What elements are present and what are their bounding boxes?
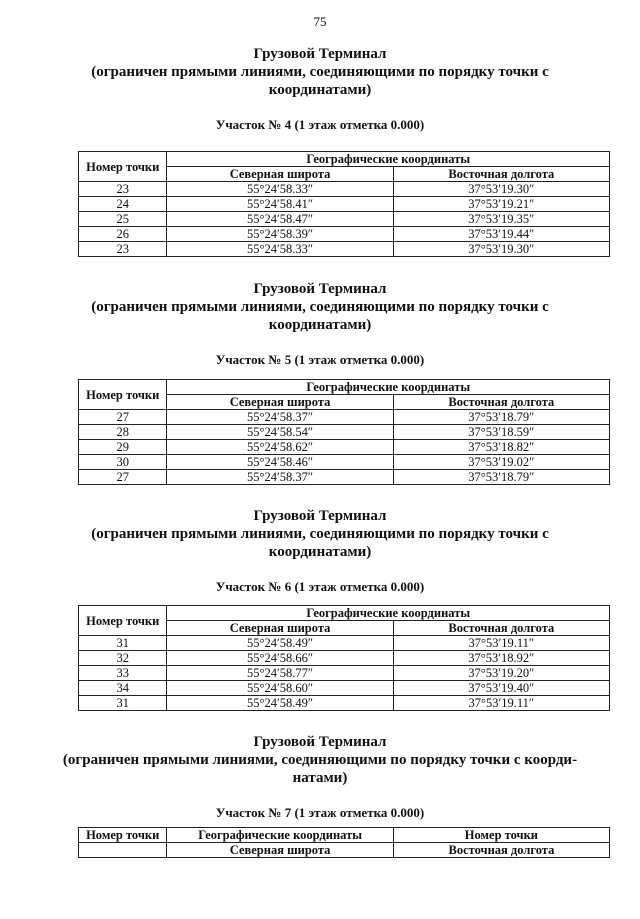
section-title: Грузовой Терминал — [253, 281, 387, 297]
longitude: 37°53′19.11″ — [393, 696, 609, 711]
section-plot-7 — [0, 733, 640, 821]
point-number: 23 — [79, 242, 167, 257]
header-latitude: Северная широта — [167, 395, 393, 410]
table-row — [79, 636, 610, 651]
point-number: 28 — [79, 425, 167, 440]
longitude: 37°53′19.44″ — [393, 227, 609, 242]
point-number: 26 — [79, 227, 167, 242]
header-geo-coordinates: Географические координаты — [167, 380, 610, 395]
point-number: 33 — [79, 666, 167, 681]
section-plot-5 — [0, 280, 640, 368]
longitude: 37°53′18.79″ — [393, 410, 609, 425]
longitude: 37°53′18.59″ — [393, 425, 609, 440]
header-geo-coordinates: Географические координаты — [167, 828, 393, 843]
table-row — [79, 651, 610, 666]
table-row — [79, 212, 610, 227]
header-latitude: Северная широта — [167, 167, 393, 182]
table-row — [79, 227, 610, 242]
longitude: 37°53′19.20″ — [393, 666, 609, 681]
plot-caption: Участок № 5 (1 этаж отметка 0.000) — [215, 352, 425, 367]
coordinates-table — [78, 827, 610, 858]
table-row — [79, 470, 610, 485]
header-point-number: Номер точки — [79, 380, 167, 410]
point-number: 34 — [79, 681, 167, 696]
latitude: 55°24′58.77″ — [167, 666, 393, 681]
latitude: 55°24′58.46″ — [167, 455, 393, 470]
table-row — [79, 197, 610, 212]
latitude: 55°24′58.41″ — [167, 197, 393, 212]
header-geo-coordinates: Географические координаты — [167, 606, 610, 621]
point-number: 30 — [79, 455, 167, 470]
header-empty-cell — [79, 843, 167, 858]
coordinates-table — [78, 379, 610, 485]
table-row — [79, 666, 610, 681]
table-row — [79, 696, 610, 711]
section-plot-6 — [0, 507, 640, 595]
section-title: Грузовой Терминал — [253, 734, 387, 750]
longitude: 37°53′19.11″ — [393, 636, 609, 651]
point-number: 27 — [79, 470, 167, 485]
section-subtitle: (ограничен прямыми линиями, соединяющими по порядку точки с координатами) — [91, 64, 549, 98]
header-point-number: Номер точки — [79, 152, 167, 182]
header-longitude: Восточная долгота — [393, 167, 609, 182]
longitude: 37°53′19.40″ — [393, 681, 609, 696]
latitude: 55°24′58.39″ — [167, 227, 393, 242]
point-number: 25 — [79, 212, 167, 227]
latitude: 55°24′58.49″ — [167, 636, 393, 651]
header-latitude: Северная широта — [167, 621, 393, 636]
point-number: 29 — [79, 440, 167, 455]
header-point-number-2: Номер точки — [393, 828, 609, 843]
header-latitude: Северная широта — [167, 843, 393, 858]
plot-caption: Участок № 7 (1 этаж отметка 0.000) — [215, 805, 425, 820]
point-number: 24 — [79, 197, 167, 212]
latitude: 55°24′58.33″ — [167, 182, 393, 197]
table-row — [79, 425, 610, 440]
coordinates-table — [78, 151, 610, 257]
table-row — [79, 242, 610, 257]
header-geo-coordinates: Географические координаты — [167, 152, 610, 167]
section-subtitle: (ограничен прямыми линиями, соединяющими по порядку точки с координатами) — [91, 526, 549, 560]
latitude: 55°24′58.62″ — [167, 440, 393, 455]
latitude: 55°24′58.33″ — [167, 242, 393, 257]
point-number: 32 — [79, 651, 167, 666]
point-number: 27 — [79, 410, 167, 425]
latitude: 55°24′58.60″ — [167, 681, 393, 696]
plot-caption: Участок № 4 (1 этаж отметка 0.000) — [215, 117, 425, 132]
longitude: 37°53′18.92″ — [393, 651, 609, 666]
longitude: 37°53′18.82″ — [393, 440, 609, 455]
section-title: Грузовой Терминал — [253, 46, 387, 62]
point-number: 31 — [79, 696, 167, 711]
longitude: 37°53′19.21″ — [393, 197, 609, 212]
header-point-number: Номер точки — [79, 606, 167, 636]
latitude: 55°24′58.49″ — [167, 696, 393, 711]
longitude: 37°53′19.02″ — [393, 455, 609, 470]
section-subtitle: (ограничен прямыми линиями, соединяющими по порядку точки с коорди-натами) — [62, 752, 578, 786]
coordinates-table — [78, 605, 610, 711]
latitude: 55°24′58.54″ — [167, 425, 393, 440]
section-subtitle: (ограничен прямыми линиями, соединяющими по порядку точки с координатами) — [91, 299, 549, 333]
header-longitude: Восточная долгота — [393, 843, 609, 858]
table-row — [79, 410, 610, 425]
section-plot-4 — [0, 45, 640, 133]
longitude: 37°53′19.35″ — [393, 212, 609, 227]
plot-caption: Участок № 6 (1 этаж отметка 0.000) — [215, 579, 425, 594]
latitude: 55°24′58.47″ — [167, 212, 393, 227]
longitude: 37°53′19.30″ — [393, 182, 609, 197]
table-row — [79, 455, 610, 470]
table-row — [79, 681, 610, 696]
latitude: 55°24′58.37″ — [167, 410, 393, 425]
section-title: Грузовой Терминал — [253, 508, 387, 524]
table-row — [79, 182, 610, 197]
latitude: 55°24′58.37″ — [167, 470, 393, 485]
header-longitude: Восточная долгота — [393, 395, 609, 410]
table-row — [79, 440, 610, 455]
point-number: 23 — [79, 182, 167, 197]
header-longitude: Восточная долгота — [393, 621, 609, 636]
point-number: 31 — [79, 636, 167, 651]
page-number: 75 — [313, 14, 327, 29]
header-point-number: Номер точки — [79, 828, 167, 843]
latitude: 55°24′58.66″ — [167, 651, 393, 666]
longitude: 37°53′18.79″ — [393, 470, 609, 485]
longitude: 37°53′19.30″ — [393, 242, 609, 257]
